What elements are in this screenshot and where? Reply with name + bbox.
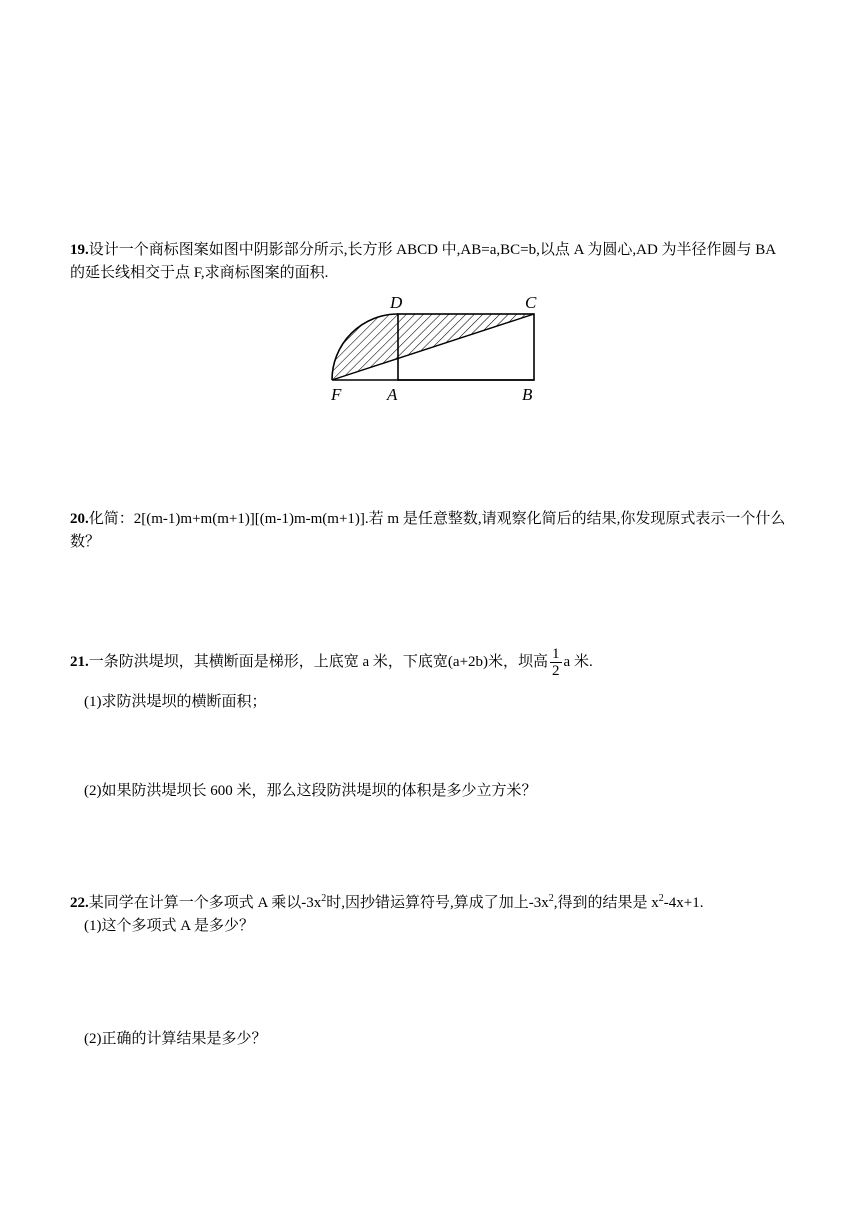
q19-line2: 的延长线相交于点 F,求商标图案的面积. xyxy=(70,265,329,281)
q20-number: 20. xyxy=(70,511,89,527)
q21-text-before: 一条防洪堤坝，其横断面是梯形，上底宽 a 米，下底宽(a+2b)米，坝高 xyxy=(88,654,549,670)
q22-text-c: ,得到的结果是 x xyxy=(553,895,659,911)
q22-exp3: 2 xyxy=(658,893,664,904)
fraction-denominator: 2 xyxy=(552,663,560,680)
q21-number: 21. xyxy=(70,654,89,670)
label-a: A xyxy=(387,385,398,404)
q22-exp1: 2 xyxy=(321,893,327,904)
q21-fraction xyxy=(550,646,562,679)
label-c: C xyxy=(525,293,537,312)
q21-part1: (1)求防洪堤坝的横断面积； xyxy=(84,694,267,710)
q22-text-b: 时,因抄错运算符号,算成了加上-3x xyxy=(326,895,549,911)
q22-text-a: 某同学在计算一个多项式 A 乘以-3x xyxy=(88,895,322,911)
q22-text-d: -4x+1. xyxy=(663,895,704,911)
q19-text-1: 设计一个商标图案如图中阴影部分所示,长方形 ABCD 中,AB=a,BC=b,以点 A 为圆心,AD 为半径作圆与 BA xyxy=(88,242,777,258)
q22-part2: (2)正确的计算结果是多少？ xyxy=(84,1031,267,1047)
q19-figure xyxy=(322,288,542,408)
label-b: B xyxy=(522,385,533,404)
q20-line1 xyxy=(70,509,785,529)
label-d: D xyxy=(390,293,403,312)
label-f: F xyxy=(331,385,342,404)
q22-part1: (1)这个多项式 A 是多少？ xyxy=(84,918,254,934)
q20-text-1: 化简：2[(m-1)m+m(m+1)][(m-1)m-m(m+1)].若 m 是任意整数,请观察化简后的结果,你发现原式表示一个什么 xyxy=(88,511,786,527)
q21-line1 xyxy=(70,642,593,682)
q22-number: 22. xyxy=(70,895,89,911)
q22-exp2: 2 xyxy=(548,893,554,904)
q21-part2: (2)如果防洪堤坝长 600 米，那么这段防洪堤坝的体积是多少立方米？ xyxy=(84,783,537,799)
q19-line1 xyxy=(70,240,776,260)
fraction-numerator: 1 xyxy=(552,646,560,663)
q20-line2: 数？ xyxy=(70,534,101,550)
q22-line1 xyxy=(70,893,704,913)
q21-text-after: a 米. xyxy=(563,654,593,670)
q19-number: 19. xyxy=(70,242,89,258)
